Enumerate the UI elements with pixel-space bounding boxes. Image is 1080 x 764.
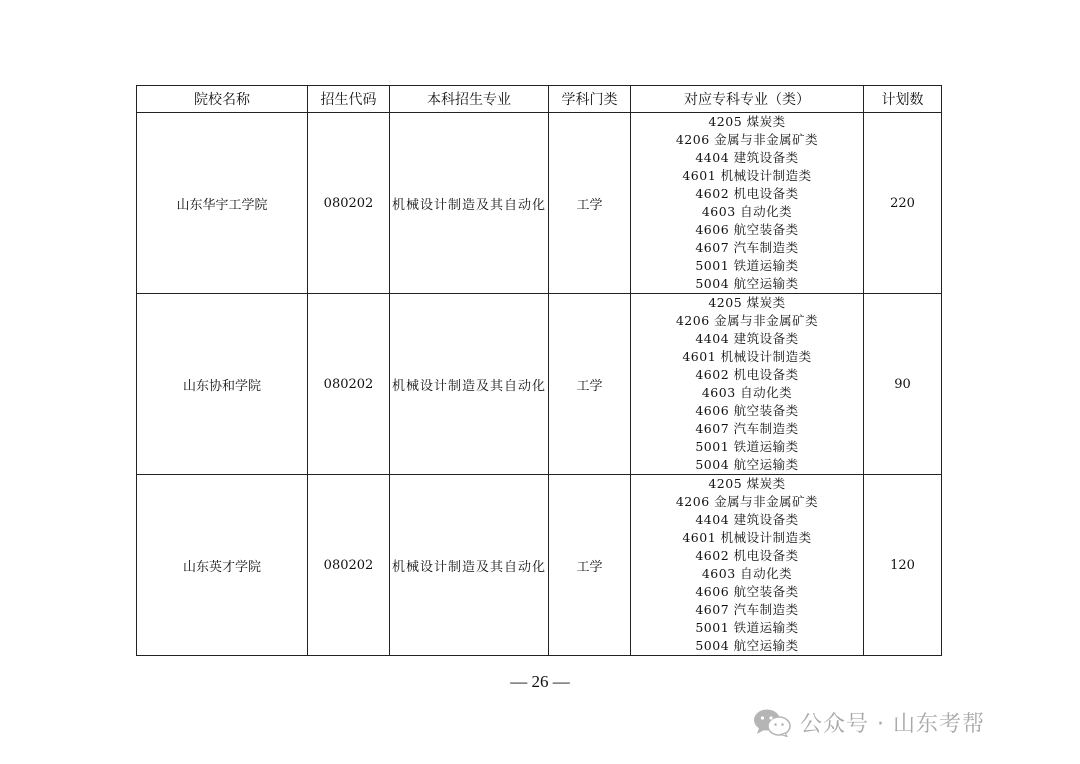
related-major-item: 5001 铁道运输类 [695, 620, 799, 635]
header-category: 学科门类 [549, 86, 631, 113]
major-cell: 机械设计制造及其自动化 [390, 294, 549, 475]
related-majors-cell [631, 475, 864, 656]
related-major-item: 4601 机械设计制造类 [682, 530, 812, 545]
related-major-item: 4206 金属与非金属矿类 [675, 494, 819, 509]
header-plan: 计划数 [864, 86, 942, 113]
code-cell: 080202 [308, 113, 390, 294]
page-number: — 26 — [510, 672, 570, 691]
related-major-item: 4606 航空装备类 [695, 222, 799, 237]
related-major-item: 4404 建筑设备类 [695, 150, 799, 165]
related-major-item: 4404 建筑设备类 [695, 512, 799, 527]
related-majors-cell [631, 113, 864, 294]
related-major-item: 4205 煤炭类 [708, 295, 786, 310]
related-major-item: 4603 自动化类 [701, 204, 793, 219]
related-major-item: 4205 煤炭类 [708, 476, 786, 491]
related-major-item: 4602 机电设备类 [695, 186, 799, 201]
admission-plan-table-wrap [136, 85, 941, 656]
header-major: 本科招生专业 [390, 86, 549, 113]
header-code: 招生代码 [308, 86, 390, 113]
related-major-item: 4606 航空装备类 [695, 584, 799, 599]
school-cell: 山东华宇工学院 [137, 113, 308, 294]
table-body [137, 113, 942, 656]
related-major-item: 4602 机电设备类 [695, 548, 799, 563]
related-major-item: 4603 自动化类 [701, 385, 793, 400]
category-cell: 工学 [549, 113, 631, 294]
table-row [137, 113, 942, 294]
related-major-item: 5001 铁道运输类 [695, 439, 799, 454]
related-major-item: 5004 航空运输类 [695, 638, 799, 653]
related-major-item: 5001 铁道运输类 [695, 258, 799, 273]
related-major-item: 4404 建筑设备类 [695, 331, 799, 346]
related-major-item: 4602 机电设备类 [695, 367, 799, 382]
major-cell: 机械设计制造及其自动化 [390, 475, 549, 656]
related-major-item: 4607 汽车制造类 [695, 602, 799, 617]
header-related: 对应专科专业（类） [631, 86, 864, 113]
school-cell: 山东英才学院 [137, 475, 308, 656]
code-cell: 080202 [308, 475, 390, 656]
table-header-row [137, 86, 942, 113]
plan-count-cell: 90 [864, 294, 942, 475]
admission-plan-table [136, 85, 942, 656]
table-row [137, 294, 942, 475]
watermark-text: 公众号 · 山东考帮 [800, 711, 985, 737]
related-major-item: 4607 汽车制造类 [695, 240, 799, 255]
plan-count-cell: 220 [864, 113, 942, 294]
related-major-item: 4206 金属与非金属矿类 [675, 313, 819, 328]
plan-count-cell: 120 [864, 475, 942, 656]
related-major-item: 4603 自动化类 [701, 566, 793, 581]
related-major-item: 4607 汽车制造类 [695, 421, 799, 436]
related-major-item: 5004 航空运输类 [695, 457, 799, 472]
related-major-item: 4606 航空装备类 [695, 403, 799, 418]
related-major-item: 5004 航空运输类 [695, 276, 799, 291]
wechat-icon [752, 707, 792, 737]
table-row [137, 475, 942, 656]
code-cell: 080202 [308, 294, 390, 475]
header-school: 院校名称 [137, 86, 308, 113]
school-cell: 山东协和学院 [137, 294, 308, 475]
watermark [752, 705, 985, 739]
related-majors-cell [631, 294, 864, 475]
related-major-item: 4601 机械设计制造类 [682, 168, 812, 183]
major-cell: 机械设计制造及其自动化 [390, 113, 549, 294]
related-major-item: 4206 金属与非金属矿类 [675, 132, 819, 147]
category-cell: 工学 [549, 294, 631, 475]
category-cell: 工学 [549, 475, 631, 656]
related-major-item: 4205 煤炭类 [708, 114, 786, 129]
related-major-item: 4601 机械设计制造类 [682, 349, 812, 364]
